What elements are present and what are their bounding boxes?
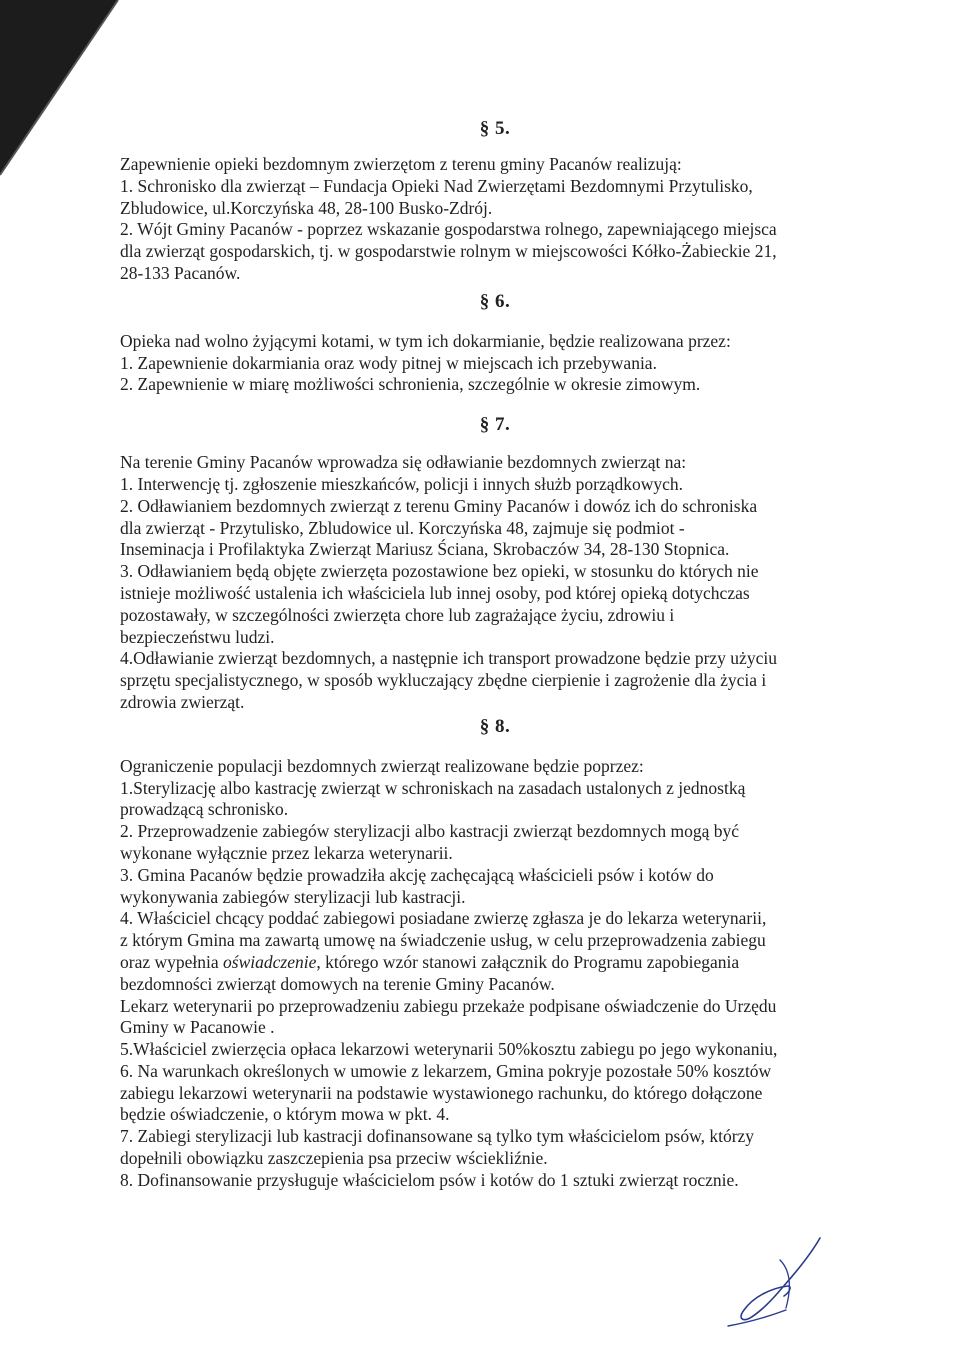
text-line: 1. Zapewnienie dokarmiania oraz wody pitnej w miejscach ich przebywania. [120, 352, 657, 373]
text-line: sprzętu specjalistycznego, w sposób wykluczający zbędne cierpienie i zagrożenie dla życia i [120, 670, 767, 691]
text-line: 2. Odławianiem bezdomnych zwierząt z terenu Gminy Pacanów i dowóz ich do schroniska [120, 495, 758, 516]
section-text [120, 452, 870, 714]
text-line: 2. Przeprowadzenie zabiegów sterylizacji albo kastracji zwierząt bezdomnych mogą być [120, 821, 740, 842]
text-line: 2. Wójt Gminy Pacanów - poprzez wskazanie gospodarstwa rolnego, zapewniającego miejsca [120, 219, 777, 240]
section-heading: § 8. [479, 715, 511, 737]
section-heading: § 5. [479, 118, 511, 139]
text-line: 3. Odławianiem będą objęte zwierzęta pozostawione bez opieki, w stosunku do których nie [120, 561, 759, 582]
text-line: dla zwierząt - Przytulisko, Zbludowice ul. Korczyńska 48, zajmuje się podmiot - [120, 517, 685, 538]
text-line: będzie oświadczenie, o którym mowa w pkt. 4. [120, 1104, 450, 1125]
text-line: 1. Interwencję tj. zgłoszenie mieszkańców, policji i innych służb porządkowych. [120, 473, 684, 494]
section-text [120, 154, 870, 285]
text-line: 3. Gmina Pacanów będzie prowadziła akcję zachęcającą właścicieli psów i kotów do [120, 864, 714, 885]
text-line: oraz wypełnia oświadczenie, którego wzór stanowi załącznik do Programu zapobiegania [120, 951, 740, 972]
text-line: 6. Na warunkach określonych w umowie z lekarzem, Gmina pokryje pozostałe 50% kosztów [120, 1060, 772, 1081]
text-line: 1. Schronisko dla zwierząt – Fundacja Opieki Nad Zwierzętami Bezdomnymi Przytulisko, [120, 175, 753, 196]
text-line: Na terenie Gminy Pacanów wprowadza się odławianie bezdomnych zwierząt na: [120, 452, 687, 473]
text-line: 28-133 Pacanów. [120, 262, 241, 283]
section-5 [120, 118, 870, 285]
text-line: wykonywania zabiegów sterylizacji lub kastracji. [120, 886, 466, 907]
section-7 [120, 414, 870, 714]
document-body [120, 118, 870, 1192]
text-line: 4. Właściciel chcący poddać zabiegowi posiadane zwierzę zgłasza je do lekarza weterynarii, [120, 908, 767, 929]
text-line: Gminy w Pacanowie . [120, 1017, 275, 1038]
text-line: istnieje możliwość ustalenia ich właściciela lub innej osoby, pod której opieką dotychczas [120, 582, 750, 603]
text-line: 4.Odławianie zwierząt bezdomnych, a następnie ich transport prowadzone będzie przy użyciu [120, 648, 777, 669]
text-line: bezdomności zwierząt domowych na terenie Gminy Pacanów. [120, 973, 555, 994]
text-line: Zapewnienie opieki bezdomnym zwierzętom z terenu gminy Pacanów realizują: [120, 154, 682, 174]
section-heading: § 6. [479, 290, 511, 312]
scan-corner-shadow [0, 0, 130, 180]
text-line: bezpieczeństwu ludzi. [120, 626, 275, 647]
text-line: dla zwierząt gospodarskich, tj. w gospodarstwie rolnym w miejscowości Kółko-Żabieckie 21, [120, 241, 777, 262]
text-line: Zbludowice, ul.Korczyńska 48, 28-100 Busko-Zdrój. [120, 197, 493, 218]
text-line: pozostawały, w szczególności zwierzęta chore lub zagrażające życiu, zdrowiu i [120, 604, 675, 625]
text-line: wykonane wyłącznie przez lekarza weterynarii. [120, 842, 453, 863]
italic-term: oświadczenie [223, 951, 317, 972]
text-line: 7. Zabiegi sterylizacji lub kastracji dofinansowane są tylko tym właścicielom psów, którzy [120, 1126, 755, 1147]
text-line: 8. Dofinansowanie przysługuje właścicielom psów i kotów do 1 sztuki zwierząt rocznie. [120, 1169, 739, 1190]
text-line: zdrowia zwierząt. [120, 691, 245, 712]
text-line: 2. Zapewnienie w miarę możliwości schronienia, szczególnie w okresie zimowym. [120, 374, 701, 395]
text-line: z którym Gmina ma zawartą umowę na świadczenie usług, w celu przeprowadzenia zabiegu [120, 930, 766, 951]
text-line: Inseminacja i Profilaktyka Zwierząt Mariusz Ściana, Skrobaczów 34, 28-130 Stopnica. [120, 539, 730, 560]
text-line: Opieka nad wolno żyjącymi kotami, w tym ich dokarmianie, będzie realizowana przez: [120, 330, 731, 351]
section-text [120, 756, 870, 1192]
text-line: Ograniczenie populacji bezdomnych zwierząt realizowane będzie poprzez: [120, 755, 644, 776]
section-8 [120, 716, 870, 1192]
text-line: 5.Właściciel zwierzęcia opłaca lekarzowi weterynarii 50%kosztu zabiegu po jego wykonaniu, [120, 1039, 778, 1060]
section-text [120, 331, 870, 396]
section-heading: § 7. [479, 414, 511, 436]
text-line: Lekarz weterynarii po przeprowadzeniu zabiegu przekaże podpisane oświadczenie do Urzędu [120, 995, 777, 1016]
text-line: zabiegu lekarzowi weterynarii na podstawie wystawionego rachunku, do którego dołączone [120, 1082, 763, 1103]
handwritten-signature [720, 1230, 830, 1330]
text-line: prowadzącą schronisko. [120, 799, 289, 820]
section-6 [120, 291, 870, 396]
text-line: 1.Sterylizację albo kastrację zwierząt w schroniskach na zasadach ustalonych z jednostką [120, 777, 746, 798]
text-line: dopełnili obowiązku zaszczepienia psa przeciw wściekliźnie. [120, 1148, 548, 1169]
